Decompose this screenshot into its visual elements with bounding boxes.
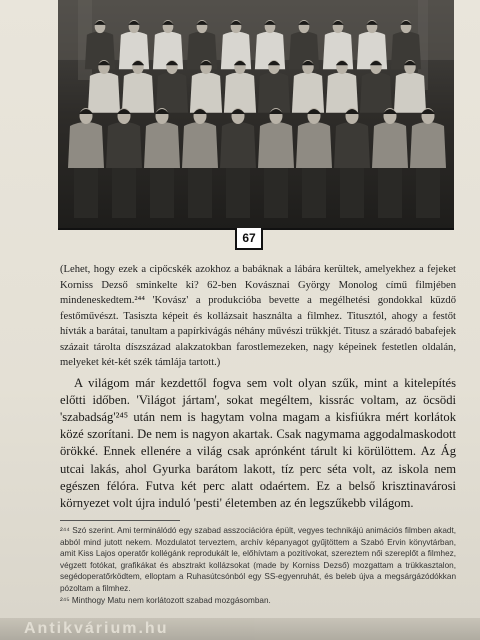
footnotes — [60, 520, 456, 606]
person-legs — [302, 168, 326, 218]
person-legs — [416, 168, 440, 218]
person-body — [334, 122, 370, 168]
footnote-244: ²⁴⁴ Szó szerint. Ami terminálódó egy szabad asszociációra épült, vegyes technikájú animációs filmben akadt, abból mind jutott nekem. Mozdulatot terveztem, archív képanyagot gyűjtöttem a Szabó Ervin könyvtárban, amit Kiss Lajos operatőr kollégánk reprodukált le, előhívtam a pozitívokat, szereztem női szereplőt a filmhez, végzett fotókat, grafikákat és absztrakt kollázsokat (made by Korniss Dezső) mozgattam a trükkasztalon, segédoperatőrködtem, elloptam a Ruhasútcsónból egy SS-egyenruhát, és beleb újva a megsárgázódókkan pózoltam a filmhez. — [60, 526, 456, 593]
person-body — [292, 72, 324, 112]
footnote-245: ²⁴⁵ Minthogy Matu nem korlátozott szabad mozgásomban. — [60, 595, 271, 605]
person-body — [182, 122, 218, 168]
person-body — [326, 72, 358, 112]
person-body — [156, 72, 188, 112]
person-body — [258, 122, 294, 168]
person-legs — [226, 168, 250, 218]
person-legs — [74, 168, 98, 218]
person-legs — [340, 168, 364, 218]
person-body — [372, 122, 408, 168]
person-legs — [188, 168, 212, 218]
group-photo-image — [58, 0, 454, 228]
person-body — [190, 72, 222, 112]
body-paragraph: A világom már kezdettől fogva sem volt olyan szűk, mint a kitelepítés előtti időben. 'Világot jártam', sokat megéltem, kissrác voltam, az öcsödi 'szabadság'²⁴⁵ után nem is hagytam volna magam a kisfiúkra mért korlátok közé szorítani. De nem is nagyon akartak. Csak nagymama aggodalmaskodott örökké. Ennek ellenére a világ csak aprónként tárult ki körülöttem. Az Ág utcai lakás, ahol Gyurka barátom lakott, tíz perc séta volt, az iskola nem egészen félóra. Futva két perc alatt odaértem. Ez a belső krisztinavárosi környezet volt újra induló 'pesti' életemben az én legszűkebb világom. — [60, 375, 456, 510]
footnote-rule — [60, 520, 180, 521]
person-legs — [378, 168, 402, 218]
person-body — [258, 72, 290, 112]
person-body — [394, 72, 426, 112]
person-body — [296, 122, 332, 168]
person-body — [122, 72, 154, 112]
person-body — [88, 72, 120, 112]
person-body — [410, 122, 446, 168]
person-body — [106, 122, 142, 168]
figure-caption — [60, 262, 456, 371]
figure-number-badge: 67 — [235, 228, 263, 250]
body-text — [60, 375, 456, 513]
person-body — [224, 72, 256, 112]
person-legs — [112, 168, 136, 218]
person-legs — [264, 168, 288, 218]
person-body — [68, 122, 104, 168]
person-body — [360, 72, 392, 112]
person-body — [220, 122, 256, 168]
bottom-page-edge-text: Antikvárium.hu — [0, 618, 480, 640]
main-text — [60, 262, 456, 512]
caption-paragraph: (Lehet, hogy ezek a cipőcskék azokhoz a babáknak a lábára kerültek, amelyekhez a fejeket Korniss Dezső sminkelte ki? 62-ben Kovásznai György Monolog című filmjében mindeneskedtem.²⁴⁴ 'Kovász' a produkcióba bevette a megélhetési gondokkal küzdő festőművészt. Tasiszta képeit és kollázsait használta a filmhez. Titusztól, ahogy a festőt hívták a barátai, tanultam a papírkivágás néhány művészi trükkjét. Titusz a száradó babafejek százait tárolta díszszázad alakzatokban farostlemezeken, nagy képeinek festetlen oldalán, melyeket két-két szék támlája tartott.) — [60, 264, 456, 368]
person-body — [144, 122, 180, 168]
group-photo — [58, 0, 454, 230]
person-legs — [150, 168, 174, 218]
